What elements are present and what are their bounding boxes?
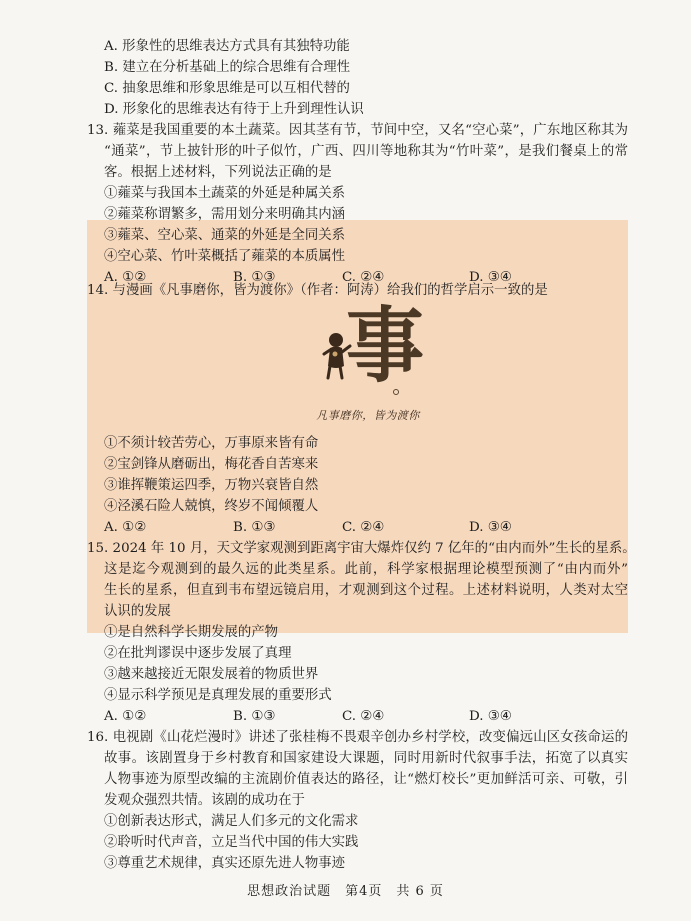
q12-option-b: B. 建立在分析基础上的综合思维有合理性	[104, 60, 350, 75]
q15-item-3: ③越来越接近无限发展着的物质世界	[104, 667, 319, 682]
q13-item-4: ④空心菜、竹叶菜概括了蕹菜的本质属性	[104, 249, 346, 264]
q16-stem-line-2: 故事。该剧置身于乡村教育和国家建设大课题，同时用新时代叙事手法，拓宽了以真实	[104, 751, 628, 766]
q15-choice-c: C. ②④	[342, 709, 385, 724]
q13-choice-b: B. ①③	[233, 270, 276, 285]
q14-choice-a: A. ①②	[104, 520, 147, 535]
page-footer: 思想政治试题 第4页 共 6 页	[247, 884, 444, 899]
q16-stem-line-4: 发观众强烈共情。该剧的成功在于	[104, 793, 305, 808]
q15-choice-a: A. ①②	[104, 709, 147, 724]
q14-item-4: ④泾溪石险人兢慎，终岁不闻倾覆人	[104, 499, 319, 514]
q13-item-1: ①蕹菜与我国本土蔬菜的外延是种属关系	[104, 186, 346, 201]
q14-item-2: ②宝剑锋从磨砺出，梅花香自苦寒来	[104, 457, 319, 472]
q13-stem-line-2: “通菜”，节上披针形的叶子似竹，广西、四川等地称其为“竹叶菜”，是我们餐桌上的常	[104, 144, 628, 159]
q13-choice-c: C. ②④	[342, 270, 385, 285]
q12-option-d: D. 形象化的思维表达有待于上升到理性认识	[104, 102, 364, 117]
q15-item-4: ④显示科学预见是真理发展的重要形式	[104, 688, 332, 703]
q12-option-c: C. 抽象思维和形象思维是可以互相代替的	[104, 81, 350, 96]
q15-stem-line-4: 认识的发展	[104, 604, 171, 619]
q16-stem-line-3: 人物事迹为原型改编的主流剧价值表达的路径，让“燃灯校长”更加鲜活可亲、可敬，引	[104, 772, 628, 787]
q16-item-3: ③尊重艺术规律，真实还原先进人物事迹	[104, 856, 346, 871]
q16-item-1: ①创新表达形式，满足人们多元的文化需求	[104, 814, 359, 829]
q14-item-1: ①不须计较苦劳心，万事原来皆有命	[104, 436, 319, 451]
q14-choice-c: C. ②④	[342, 520, 385, 535]
q13-stem-line-1: 13. 蕹菜是我国重要的本土蔬菜。因其茎有节，节间中空，又名“空心菜”，广东地区称其为	[87, 123, 628, 138]
q15-stem-line-1: 15. 2024 年 10 月，天文学家观测到距离宇宙大爆炸仅约 7 亿年的“由内而外”生长的星系。	[87, 541, 636, 556]
q14-item-3: ③谁挥鞭策运四季，万物兴衰皆自然	[104, 478, 319, 493]
q12-option-a: A. 形象性的思维表达方式具有其独特功能	[104, 39, 350, 54]
q16-item-2: ②聆听时代声音，立足当代中国的伟大实践	[104, 835, 359, 850]
q15-choices	[104, 707, 628, 727]
q15-stem-line-3: 生长的星系，但直到韦布望远镜启用，才观测到这个过程。上述材料说明，人类对太空	[104, 583, 628, 598]
comic-calligraphy-character: 事	[346, 298, 424, 394]
q15-stem-line-2: 这是迄今观测到的最久远的此类星系。此前，科学家根据理论模型预测了“由内而外”	[104, 562, 628, 577]
comic-caption: 凡事磨你，皆为渡你	[316, 409, 420, 422]
q14-stem: 14. 与漫画《凡事磨你，皆为渡你》（作者：阿涛）给我们的哲学启示一致的是	[87, 283, 548, 298]
q14-choice-b: B. ①③	[233, 520, 276, 535]
q13-item-3: ③蕹菜、空心菜、通菜的外延是全同关系	[104, 228, 346, 243]
q15-choice-b: B. ①③	[233, 709, 276, 724]
q16-stem-line-1: 16. 电视剧《山花烂漫时》讲述了张桂梅不畏艰辛创办乡村学校，改变偏远山区女孩命运的	[87, 730, 628, 745]
q13-choice-a: A. ①②	[104, 270, 147, 285]
q14-choice-d: D. ③④	[469, 520, 512, 535]
q15-item-2: ②在批判谬误中逐步发展了真理	[104, 646, 292, 661]
q13-choice-d: D. ③④	[469, 270, 512, 285]
q15-item-1: ①是自然科学长期发展的产物	[104, 625, 279, 640]
q14-choices	[104, 518, 628, 538]
q14-comic	[300, 300, 430, 432]
q15-choice-d: D. ③④	[469, 709, 512, 724]
q13-item-2: ②蕹菜称谓繁多，需用划分来明确其内涵	[104, 207, 346, 222]
q13-stem-line-3: 客。根据上述材料，下列说法正确的是	[104, 165, 332, 180]
